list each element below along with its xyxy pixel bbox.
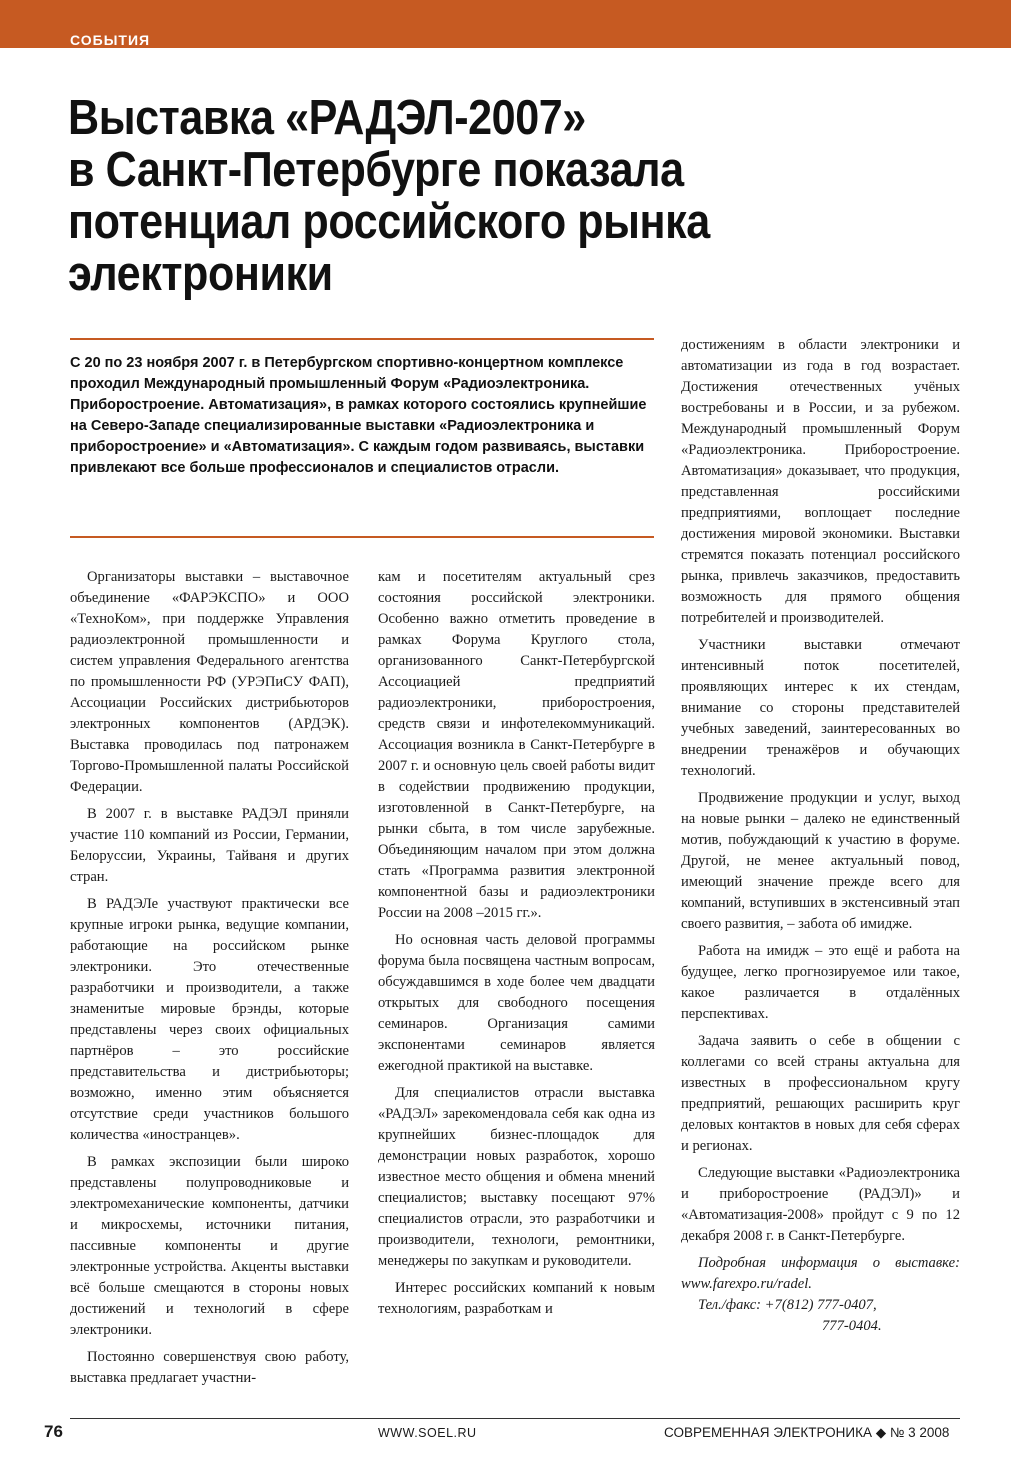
paragraph: Но основная часть деловой программы форума была посвящена частным вопросам, обсуждавшимся в ходе более чем двадцати открытых для свободного посещения семинаров. Организация самими экспонентами семинаров является ежегодной практикой на выставке. [378,932,655,1074]
article-lead: С 20 по 23 ноября 2007 г. в Петербургском спортивно-концертном комплексе проходил Международный промышленный Форум «Радиоэлектроника. Приборостроение. Автоматизация», в рамках которого состоялись крупнейшие на Северо-Западе специализированные выставки «Радиоэлектроника и приборостроение» и «Автоматизация». С каждым годом развиваясь, выставки привлекают все больше профессионалов и специалистов отрасли. [70,355,647,476]
lead-top-rule [70,338,654,340]
text-column-1 [70,567,349,1395]
info-link[interactable]: Подробная информация о выставке: www.farexpo.ru/radel. [681,1255,960,1292]
paragraph: достижениям в области электроники и автоматизации из года в год возрастает. Достижения отечественных учёных востребованы и в России, и за рубежом. Международный промышленный Форум «Радиоэлектроника. Приборостроение. Автоматизация» доказывает, что продукция, представленная российскими предприятиями, воплощает последние достижения мировой экономики. Выставки стремятся показать потенциал российского рынка, привлечь заказчиков, предоставить возможность для прямого общения потребителей и производителей. [681,337,960,626]
paragraph: Участники выставки отмечают интенсивный поток посетителей, проявляющих интерес к их стендам, внимание со стороны представителей учебных заведений, заинтересованных во внедрении тренажёров и обучающих технологий. [681,637,960,779]
footer-rule [70,1418,960,1419]
paragraph: Задача заявить о себе в общении с коллегами со всей страны актуальна для известных в профессиональном кругу предприятий, решающих расширить круг деловых контактов в новых для себя сферах и регионах. [681,1033,960,1154]
section-label: СОБЫТИЯ [70,32,151,48]
headline-line-1: Выставка «РАДЭЛ-2007» [68,91,586,145]
paragraph: Следующие выставки «Радиоэлектроника и приборостроение (РАДЭЛ)» и «Автоматизация-2008» пройдут с 9 по 12 декабря 2008 г. в Санкт-Петербурге. [681,1165,960,1244]
paragraph: Интерес российских компаний к новым технологиям, разработкам и [378,1280,655,1317]
article-headline [68,92,825,300]
paragraph: Для специалистов отрасли выставка «РАДЭЛ» зарекомендовала себя как одна из крупнейших бизнес-площадок для демонстрации новых разработок, хорошо известное место общения и обмена мнений специалистов; выставку посещают 97% специалистов отрасли, это разработчики и производители, технологи, ремонтники, менеджеры по закупкам и руководители. [378,1085,655,1269]
text-column-3 [681,335,960,1337]
phone-line-1: Тел./факс: +7(812) 777-0407, [698,1297,877,1313]
section-header-bar [0,0,1011,48]
headline-line-2: в Санкт-Петербурге показала [68,143,684,197]
paragraph: В РАДЭЛе участвуют практически все крупные игроки рынка, ведущие компании, работающие на российском рынке электроники. Это отечественные разработчики и производители, а также знаменитые мировые брэнды, которые представлены через своих официальных партнёров – это российские представительства и дистрибьюторы; возможно, именно этим объясняется отсутствие среди участников большого количества «иностранцев». [70,896,349,1143]
website-link[interactable]: WWW.SOEL.RU [378,1426,477,1440]
headline-line-4: электроники [68,247,333,301]
page-number: 76 [44,1422,63,1441]
paragraph: Постоянно совершенствуя свою работу, выставка предлагает участни- [70,1349,349,1386]
phone-line-2: 777-0404. [822,1318,882,1334]
text-column-2 [378,567,655,1326]
paragraph: Продвижение продукции и услуг, выход на новые рынки – далеко не единственный мотив, побуждающий к участию в форуме. Другой, не менее актуальный повод, имеющий значение прежде всего для компаний, вступивших в экстенсивный этап своего развития, – забота об имидже. [681,790,960,932]
magazine-issue: СОВРЕМЕННАЯ ЭЛЕКТРОНИКА ◆ № 3 2008 [664,1425,950,1440]
headline-line-3: потенциал российского рынка [68,195,710,249]
contact-info [681,1253,960,1337]
paragraph: Организаторы выставки – выставочное объединение «ФАРЭКСПО» и ООО «ТехноКом», при поддержке Управления радиоэлектронной промышленности и систем управления Федерального агентства по промышленности РФ (УРЭПиСУ ФАП), Ассоциации Российских дистрибьюторов электронных компонентов (АРДЭК). Выставка проводилась под патронажем Торгово-Промышленной палаты Российской Федерации. [70,569,349,795]
paragraph: В рамках экспозиции были широко представлены полупроводниковые и электромеханические компоненты, датчики и микросхемы, источники питания, пассивные компоненты и другие электронные устройства. Акценты выставки всё больше смещаются в стороны новых достижений и технологий в сфере электроники. [70,1154,349,1338]
paragraph: В 2007 г. в выставке РАДЭЛ приняли участие 110 компаний из России, Германии, Белоруссии, Украины, Тайваня и других стран. [70,806,349,885]
paragraph: Работа на имидж – это ещё и работа на будущее, легко прогнозируемое или такое, какое различается в отдалённых перспективах. [681,943,960,1022]
paragraph: кам и посетителям актуальный срез состояния российской электроники. Особенно важно отметить проведение в рамках Форума Круглого стола, организованного Санкт-Петербургской Ассоциацией предприятий радиоэлектроники, приборостроения, средств связи и инфотелекоммуникаций. Ассоциация возникла в Санкт-Петербурге в 2007 г. и основную цель своей работы видит в содействии продвижению продукции, изготовленной в Санкт-Петербурге, на рынки сбыта, в том числе зарубежные. Объединяющим началом при этом должна стать «Программа развития электронной компонентной базы и радиоэлектроники России на 2008 –2015 гг.». [378,569,655,921]
lead-bottom-rule [70,536,654,538]
